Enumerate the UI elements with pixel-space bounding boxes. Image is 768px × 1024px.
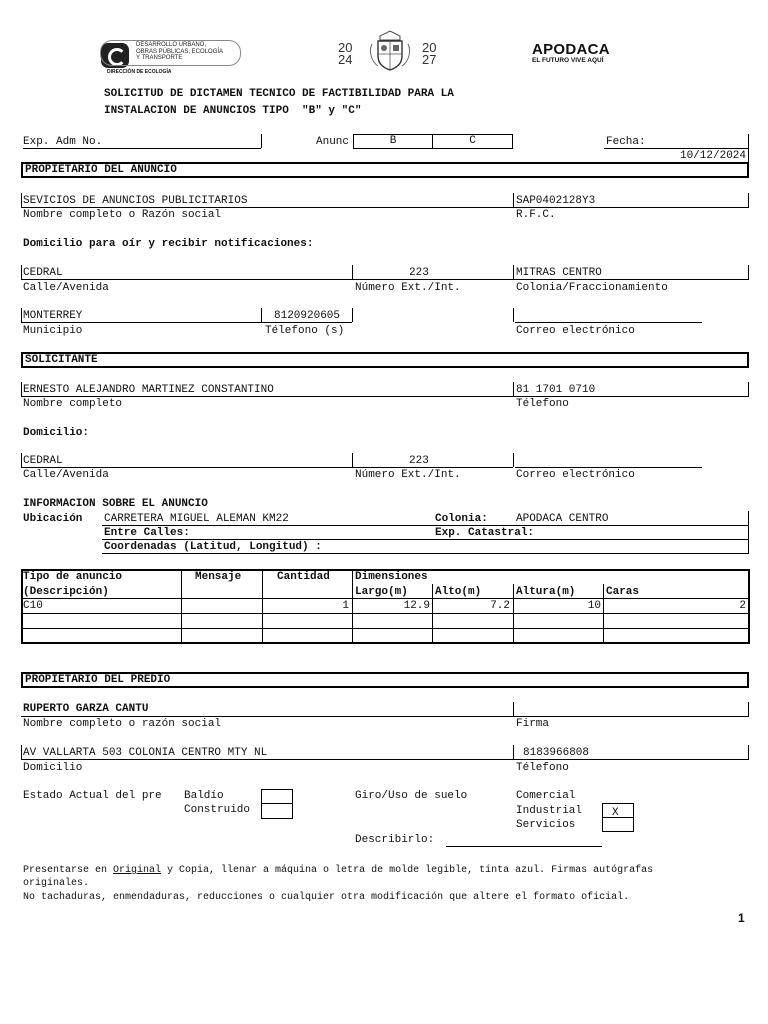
- ad-info-line-1: [102, 525, 749, 526]
- anuncio-type-b: B: [389, 135, 397, 147]
- applicant-name-label: Nombre completo: [23, 398, 123, 410]
- owner-colonia-value[interactable]: MITRAS CENTRO: [516, 267, 602, 279]
- owner-row2-tick-a: [21, 265, 22, 279]
- th-largo: Largo(m): [355, 586, 408, 598]
- baldio-label: Baldío: [184, 790, 224, 802]
- section-applicant-header: [21, 352, 749, 368]
- coordenadas-label: Coordenadas (Latitud, Longitud) :: [104, 541, 322, 553]
- section-property-owner-title: PROPIETARIO DEL PREDIO: [25, 674, 171, 686]
- applicant-row1-tick-a: [21, 382, 22, 396]
- owner-row3-line: [21, 322, 352, 323]
- estado-actual-label: Estado Actual del pre: [23, 790, 162, 802]
- property-phone-value[interactable]: 8183966808: [523, 747, 590, 759]
- owner-street-label: Calle/Avenida: [23, 282, 109, 294]
- giro-uso-label: Giro/Uso de suelo: [355, 790, 468, 802]
- exp-adm-input[interactable]: [23, 148, 261, 149]
- property-address-value[interactable]: AV VALLARTA 503 COLONIA CENTRO MTY NL: [23, 747, 268, 759]
- applicant-street-label: Calle/Avenida: [23, 469, 109, 481]
- fecha-label: Fecha:: [606, 136, 646, 148]
- anuncio-type-b-box[interactable]: [353, 134, 433, 149]
- describirlo-line: [446, 846, 602, 847]
- owner-name-value[interactable]: SEVICIOS DE ANUNCIOS PUBLICITARIOS: [23, 195, 248, 207]
- note-line-1-pre: Presentarse en: [23, 865, 114, 876]
- exp-adm-input-end: [261, 134, 262, 148]
- owner-number-label: Número Ext./Int.: [355, 282, 461, 294]
- dept-logo: [100, 40, 240, 74]
- cell-caras[interactable]: 2: [739, 600, 746, 612]
- section-property-owner-header: [21, 672, 749, 688]
- dept-logo-line-3: Y TRANSPORTE: [136, 55, 183, 61]
- anuncio-type-c: C: [469, 135, 476, 147]
- note-line-1: [23, 864, 653, 877]
- dept-subtitle: DIRECCIÓN DE ECOLOGÍA: [107, 69, 172, 75]
- applicant-street-value[interactable]: CEDRAL: [23, 455, 63, 467]
- owner-name-label: Nombre completo o Razón social: [23, 209, 222, 221]
- fecha-input-end: [748, 134, 749, 162]
- uso-option-industrial: Industrial: [516, 805, 583, 817]
- property-owner-row1-line: [21, 716, 749, 717]
- fecha-input-line: [604, 148, 748, 149]
- exp-adm-label: Exp. Adm No.: [23, 136, 103, 148]
- apodaca-logo: [532, 42, 610, 65]
- applicant-row2-tick-a: [21, 453, 22, 467]
- construido-checkbox[interactable]: [261, 803, 293, 819]
- note-original: Original: [113, 865, 162, 876]
- th-tipo: Tipo de anuncio: [23, 571, 123, 583]
- owner-colonia-label: Colonia/Fraccionamiento: [516, 282, 668, 294]
- property-owner-row2-tick-b: [513, 745, 514, 759]
- property-owner-row1-tick-a: [513, 702, 514, 716]
- applicant-phone-value[interactable]: 81 1701 0710: [516, 384, 596, 396]
- th-altura: Altura(m): [516, 586, 576, 598]
- uso-checkbox-box[interactable]: [602, 803, 634, 832]
- th-alto: Alto(m): [435, 586, 482, 598]
- seal-year-right-bottom: 27: [422, 52, 437, 67]
- applicant-email-label: Correo electrónico: [516, 469, 635, 481]
- exp-catastral-label: Exp. Catastral:: [435, 527, 535, 539]
- table-row[interactable]: [22, 629, 749, 643]
- owner-row2-tick-c: [513, 265, 514, 279]
- page-number: 1: [738, 911, 745, 925]
- property-owner-row2-tick-c: [748, 745, 749, 759]
- owner-email-label: Correo electrónico: [516, 325, 635, 337]
- th-cantidad: Cantidad: [277, 571, 330, 583]
- owner-rfc-value[interactable]: SAP0402128Y3: [516, 195, 596, 207]
- property-owner-name-value[interactable]: RUPERTO GARZA CANTU: [23, 703, 149, 715]
- cell-altura[interactable]: 10: [587, 600, 601, 612]
- owner-row3-tick-a: [21, 308, 22, 322]
- ubicacion-label: Ubicación: [23, 513, 83, 525]
- uso-option-comercial: Comercial: [516, 790, 576, 802]
- property-phone-label: Télefono: [516, 762, 569, 774]
- owner-number-value[interactable]: 223: [409, 267, 429, 279]
- applicant-row2-tick-b: [352, 453, 353, 467]
- owner-row1-tick-a: [21, 193, 22, 207]
- construido-label: Construido: [184, 804, 251, 816]
- anuncio-type-label: Anunc: [316, 136, 350, 148]
- property-owner-row2-tick-a: [21, 745, 22, 759]
- ad-info-line-3: [102, 553, 749, 554]
- apodaca-slogan: EL FUTURO VIVE AQUÍ: [532, 57, 604, 64]
- form-title-line-1: SOLICITUD DE DICTAMEN TECNICO DE FACTIBILIDAD PARA LA: [104, 88, 454, 100]
- property-owner-row1-tick-b: [748, 702, 749, 716]
- entre-calles-label: Entre Calles:: [104, 527, 190, 539]
- owner-row2-tick-d: [748, 265, 749, 279]
- describirlo-label: Describirlo:: [355, 834, 435, 846]
- th-caras: Caras: [606, 586, 640, 598]
- note-line-2: originales.: [23, 878, 90, 889]
- applicant-domicilio-label: Domicilio:: [23, 427, 90, 439]
- owner-phone-label: Télefono (s): [265, 325, 345, 337]
- ad-info-line-2: [102, 539, 749, 540]
- ad-info-tick: [748, 511, 749, 553]
- applicant-number-label: Número Ext./Int.: [355, 469, 461, 481]
- applicant-name-value[interactable]: ERNESTO ALEJANDRO MARTINEZ CONSTANTINO: [23, 384, 274, 396]
- owner-row1-tick-b: [513, 193, 514, 207]
- owner-domicilio-label: Domicilio para oír y recibir notificaciones:: [23, 238, 314, 250]
- owner-email-line: [515, 322, 702, 323]
- owner-row1-tick-c: [748, 193, 749, 207]
- owner-municipio-label: Municipio: [23, 325, 83, 337]
- th-dimensiones: Dimensiones: [355, 571, 428, 583]
- owner-phone-value[interactable]: 8120920605: [274, 310, 341, 322]
- section-owner-header: [21, 162, 749, 178]
- cell-cantidad[interactable]: 1: [342, 600, 349, 612]
- dept-logo-line-2: OBRAS PÚBLICAS, ECOLOGÍA: [136, 48, 224, 55]
- property-address-label: Domicilio: [23, 762, 83, 774]
- ad-info-title: INFORMACION SOBRE EL ANUNCIO: [23, 498, 208, 510]
- applicant-phone-label: Télefono: [516, 398, 569, 410]
- uso-check-mark: X: [612, 807, 619, 819]
- property-owner-name-label: Nombre completo o razón social: [23, 718, 222, 730]
- ad-colonia-value[interactable]: APODACA CENTRO: [516, 513, 609, 525]
- coat-of-arms-icon: [366, 30, 414, 72]
- seal-year-left-top: 20: [338, 40, 353, 55]
- owner-row1-line: [21, 207, 749, 208]
- th-mensaje: Mensaje: [195, 571, 242, 583]
- cell-alto[interactable]: 7.2: [490, 600, 510, 612]
- owner-municipio-value[interactable]: MONTERREY: [23, 310, 83, 322]
- owner-row3-tick-d: [513, 308, 514, 322]
- ubicacion-value[interactable]: CARRETERA MIGUEL ALEMAN KM22: [104, 513, 289, 525]
- form-title-line-2: INSTALACION DE ANUNCIOS TIPO "B" y "C": [104, 105, 362, 117]
- th-descripcion: (Descripción): [23, 586, 109, 598]
- section-owner-title: PROPIETARIO DEL ANUNCIO: [25, 164, 177, 176]
- dept-logo-line-1: DESARROLLO URBANO,: [136, 42, 207, 48]
- uso-option-servicios: Servicios: [516, 819, 576, 831]
- applicant-email-line: [515, 467, 702, 468]
- seal-year-left-bottom: 24: [338, 52, 353, 67]
- applicant-row1-tick-c: [748, 382, 749, 396]
- section-applicant-title: SOLICITANTE: [25, 354, 98, 366]
- applicant-row2-line: [21, 467, 513, 468]
- baldio-checkbox[interactable]: [261, 789, 293, 804]
- owner-street-value[interactable]: CEDRAL: [23, 267, 63, 279]
- ad-colonia-label: Colonia:: [435, 513, 488, 525]
- table-row[interactable]: [22, 614, 749, 628]
- note-line-3: No tachaduras, enmendaduras, reducciones o cualquier otra modificación que altere el formato oficial.: [23, 892, 630, 903]
- seal-year-right-top: 20: [422, 40, 437, 55]
- firma-label: Firma: [516, 718, 550, 730]
- owner-rfc-label: R.F.C.: [516, 209, 556, 221]
- owner-row3-tick-b: [261, 308, 262, 322]
- property-owner-row2-line: [21, 759, 749, 760]
- cell-tipo[interactable]: C10: [23, 600, 43, 612]
- applicant-row2-tick-c: [513, 453, 514, 467]
- municipal-seal: [336, 30, 448, 76]
- owner-row2-line: [21, 279, 749, 280]
- applicant-number-value[interactable]: 223: [409, 455, 429, 467]
- owner-row2-tick-b: [352, 265, 353, 279]
- cell-largo[interactable]: 12.9: [403, 600, 430, 612]
- anuncio-type-c-box[interactable]: [432, 134, 513, 149]
- fecha-value[interactable]: 10/12/2024: [679, 150, 746, 162]
- applicant-row1-line: [21, 396, 749, 397]
- applicant-row1-tick-b: [513, 382, 514, 396]
- apodaca-logo-text: APODACA: [532, 41, 610, 58]
- note-line-1-post: y Copia, llenar a máquina o letra de molde legible, tinta azul. Firmas autógrafas: [161, 865, 654, 876]
- owner-row3-tick-c: [352, 308, 353, 322]
